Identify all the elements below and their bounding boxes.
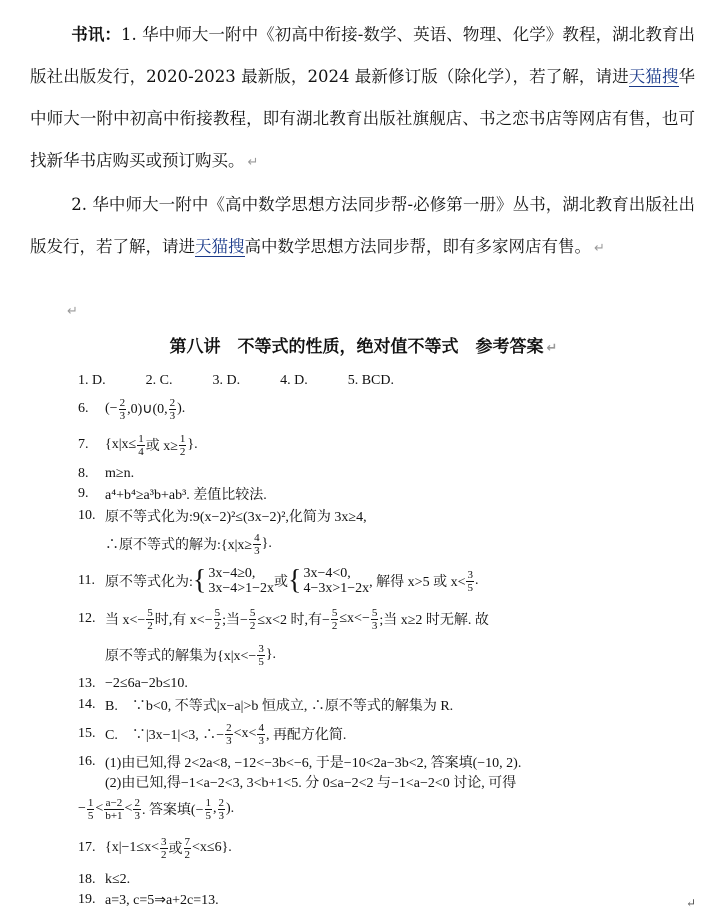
title-text: 第八讲 不等式的性质，绝对值不等式 参考答案 bbox=[169, 337, 544, 357]
answer-number: 11. bbox=[78, 573, 95, 588]
answer-18 bbox=[78, 870, 698, 890]
notice-paragraph-1 bbox=[30, 14, 695, 184]
answer-14 bbox=[78, 694, 698, 716]
answer-1-5 bbox=[78, 370, 698, 392]
notice-text: 高中数学思想方法同步帮，即有多家网店有售。 bbox=[244, 237, 591, 256]
math-text: 原不等式化为:9(x−2)²≤(3x−2)²,化简为 3x≥4, bbox=[105, 510, 367, 525]
math-text: ,0)∪(0, bbox=[127, 401, 168, 417]
page-title bbox=[0, 332, 727, 357]
answer-item: 2. C. bbox=[145, 373, 173, 388]
notice-label: 书讯： bbox=[71, 25, 122, 44]
answer-8 bbox=[78, 464, 698, 484]
answer-number: 6. bbox=[78, 401, 89, 416]
fraction: 2 3 bbox=[169, 396, 176, 422]
answer-number: 10. bbox=[78, 508, 96, 523]
tmall-search-link[interactable]: 天猫搜 bbox=[628, 67, 679, 86]
notice-text: 1. 华中师大一附中《初高中衔接-数学、英语、物理、化学》教程，湖北教育出版社出版发行，2020-2023 最新版，2024 最新修订版（除化学），若了解，请进 bbox=[30, 25, 695, 86]
answer-6 bbox=[78, 392, 698, 426]
math-text: }. bbox=[261, 536, 272, 551]
math-text: −2≤6a−2b≤10. bbox=[105, 676, 188, 691]
answer-number: 15. bbox=[78, 726, 96, 741]
answer-16-part2 bbox=[78, 772, 698, 792]
answer-12-cont: 原不等式的解集为{x|x<− $\frac{3}{5}$ }. bbox=[105, 642, 277, 668]
answer-number: 14. bbox=[78, 697, 96, 712]
paragraph-mark: ↵ bbox=[594, 241, 605, 256]
fraction: $\frac{1}{4}$ bbox=[138, 432, 144, 458]
tmall-search-link[interactable]: 天猫搜 bbox=[195, 237, 245, 256]
math-text: (2)由已知,得−1<a−2<3, 3<b+1<5. 分 0≤a−2<2 与−1<a−2<0 讨论, 可得 bbox=[105, 776, 517, 791]
answer-16 bbox=[78, 752, 698, 772]
math-text: , 解得 x>5 或 x< bbox=[369, 575, 466, 590]
answer-10 bbox=[78, 504, 698, 528]
answer-list bbox=[78, 370, 698, 910]
math-text: a⁴+b⁴≥a³b+ab³. 差值比较法. bbox=[105, 488, 267, 503]
notice-text: 2. 华中师大一附中《高中数学思想方法同步帮-必修第一册》丛书，湖北教育出版社出版发行，若了解，请进 bbox=[30, 195, 695, 256]
math-text: }. bbox=[187, 437, 198, 452]
fraction: $\frac{2}{3}$ bbox=[119, 396, 126, 422]
answer-number: 16. bbox=[78, 754, 96, 769]
answer-number: 18. bbox=[78, 872, 96, 887]
answer-12: 12. 当 x<− $\frac{5}{2}$ 时,有 x<− $\frac{5}{2}$ ;当− $\frac{5}{2}$ ≤x<2 时,有− $\frac{5}{2}$ ≤x<− $\frac{5}{3}$ ;当 x≥2 时无解. 故 bbox=[78, 606, 489, 632]
paragraph-mark: ↵ bbox=[546, 341, 558, 356]
answer-number: 19. bbox=[78, 892, 96, 907]
paragraph-mark: ↵ bbox=[686, 896, 697, 910]
math-text: {x|x≤ bbox=[105, 437, 137, 452]
math-text: 或 bbox=[274, 575, 289, 590]
answer-7 bbox=[78, 426, 698, 464]
inequality-system: { 3x−4<0, 4−3x>1−2x bbox=[288, 565, 370, 596]
answer-19 bbox=[78, 890, 698, 910]
answer-number: 12. bbox=[78, 611, 96, 626]
answer-16-cont: − $\frac{1}{5}$ < a−2 b+1 < 2 3 . 答案填(− $\frac{1}{5}$ , 2 3 ). bbox=[78, 796, 235, 822]
answer-13 bbox=[78, 674, 698, 694]
answer-15: 15. C. ∵|3x−1|<3, ∴− $\frac{2}{3}$ <x< 4 3 , 再配方化简. bbox=[78, 721, 347, 747]
paragraph-mark: ↵ bbox=[247, 155, 259, 170]
answer-10-cont bbox=[78, 528, 698, 560]
notice-text: 华中师大一附中初高中衔接教程，即有湖北教育出版社旗舰店、书之恋书店等网店有售，也可找新华书店购买或预订购买。 bbox=[30, 67, 695, 170]
math-text: ). bbox=[177, 401, 186, 416]
answer-11 bbox=[78, 560, 698, 602]
answer-number: 7. bbox=[78, 437, 89, 452]
fraction: $\frac{4}{3}$ bbox=[254, 531, 260, 557]
answer-number: 8. bbox=[78, 466, 89, 481]
answer-item: 4. D. bbox=[280, 373, 308, 388]
fraction: $\frac{1}{2}$ bbox=[179, 432, 186, 458]
answer-17: 17. {x|−1≤x< 3 2 或 7 2 <x≤6}. bbox=[78, 835, 232, 861]
math-text: m≥n. bbox=[105, 466, 135, 481]
answer-item: 5. BCD. bbox=[347, 373, 395, 388]
empty-paragraph-mark: ↵ bbox=[67, 304, 78, 319]
math-text: (1)由已知,得 2<2a<8, −12<−3b<−6, 于是−10<2a−3b<2, 答案填(−10, 2). bbox=[105, 756, 522, 771]
math-text: a=3, c=5⇒a+2c=13. bbox=[105, 892, 219, 908]
math-text: (− bbox=[105, 401, 118, 416]
inequality-system: { 3x−4≥0, 3x−4>1−2x bbox=[192, 565, 275, 596]
math-text: k≤2. bbox=[105, 872, 131, 887]
answer-number: 9. bbox=[78, 486, 89, 501]
book-notice bbox=[30, 14, 695, 270]
math-text: ∴原不等式的解为:{x|x≥ bbox=[105, 538, 253, 553]
answer-number: 13. bbox=[78, 676, 96, 691]
notice-paragraph-2 bbox=[30, 184, 695, 270]
answer-item: 1. D. bbox=[78, 373, 106, 388]
fraction: 3 5 bbox=[467, 568, 473, 594]
math-text: 或 x≥ bbox=[145, 439, 178, 454]
math-text: . bbox=[474, 573, 479, 588]
math-text: 原不等式化为: bbox=[105, 575, 193, 590]
answer-number: 17. bbox=[78, 840, 96, 855]
answer-9 bbox=[78, 484, 698, 504]
math-text: B. ∵b<0, 不等式|x−a|>b 恒成立, ∴原不等式的解集为 R. bbox=[105, 699, 454, 714]
answer-item: 3. D. bbox=[212, 373, 241, 388]
